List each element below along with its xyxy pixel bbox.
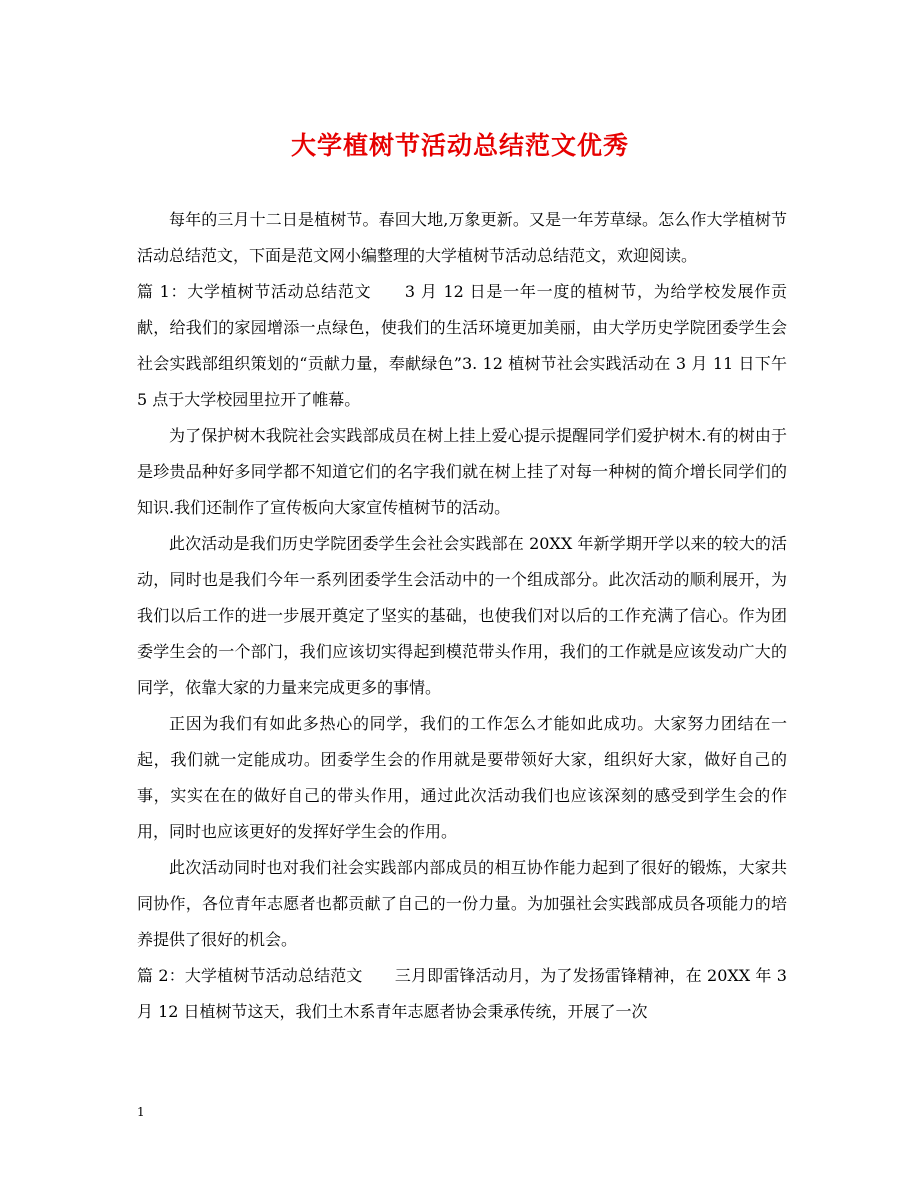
paragraph-enthusiastic-students: 正因为我们有如此多热心的同学，我们的工作怎么才能如此成功。大家努力团结在一起，我们就一定能成功。团委学生会的作用就是要带领好大家，组织好大家，做好自己的事，实实在在的做好自己的带头作用，通过此次活动我们也应该深刻的感受到学生会的作用，同时也应该更好的发挥好学生会的作用。 (137, 714, 787, 841)
paragraph-article-1-heading: 篇 1：大学植树节活动总结范文 3 月 12 日是一年一度的植树节，为给学校发展作贡献，给我们的家园增添一点绿色，使我们的生活环境更加美丽，由大学历史学院团委学生会社会实践部组织策划的“贡献力量，奉献绿色”3. 12 植树节社会实践活动在 3 月 11 日下午 5 点于大学校园里拉开了帷幕。 (137, 282, 787, 409)
page-number: 1 (137, 1105, 145, 1119)
paragraph-activity-significance: 此次活动是我们历史学院团委学生会社会实践部在 20XX 年新学期开学以来的较大的活动，同时也是我们今年一系列团委学生会活动中的一个组成部分。此次活动的顺利展开，为我们以后工作的进一步展开奠定了坚实的基础，也使我们对以后的工作充满了信心。作为团委学生会的一个部门，我们应该切实得起到模范带头作用，我们的工作就是应该发动广大的同学，依靠大家的力量来完成更多的事情。 (137, 534, 787, 697)
paragraph-intro: 每年的三月十二日是植树节。春回大地,万象更新。又是一年芳草绿。怎么作大学植树节活动总结范文，下面是范文网小编整理的大学植树节活动总结范文，欢迎阅读。 (137, 210, 787, 265)
document-body (137, 202, 787, 1030)
document-title: 大学植树节活动总结范文优秀 (290, 131, 629, 160)
paragraph-protect-trees: 为了保护树木我院社会实践部成员在树上挂上爱心提示提醒同学们爱护树木.有的树由于是珍贵品种好多同学都不知道它们的名字我们就在树上挂了对每一种树的简介增长同学们的知识.我们还制作了宣传板向大家宣传植树节的活动。 (137, 426, 787, 517)
paragraph-teamwork: 此次活动同时也对我们社会实践部内部成员的相互协作能力起到了很好的锻炼，大家共同协作，各位青年志愿者也都贡献了自己的一份力量。为加强社会实践部成员各项能力的培养提供了很好的机会。 (137, 858, 787, 949)
paragraph-article-2-heading: 篇 2：大学植树节活动总结范文 三月即雷锋活动月，为了发扬雷锋精神，在 20XX 年 3 月 12 日植树节这天，我们土木系青年志愿者协会秉承传统，开展了一次 (137, 966, 787, 1021)
